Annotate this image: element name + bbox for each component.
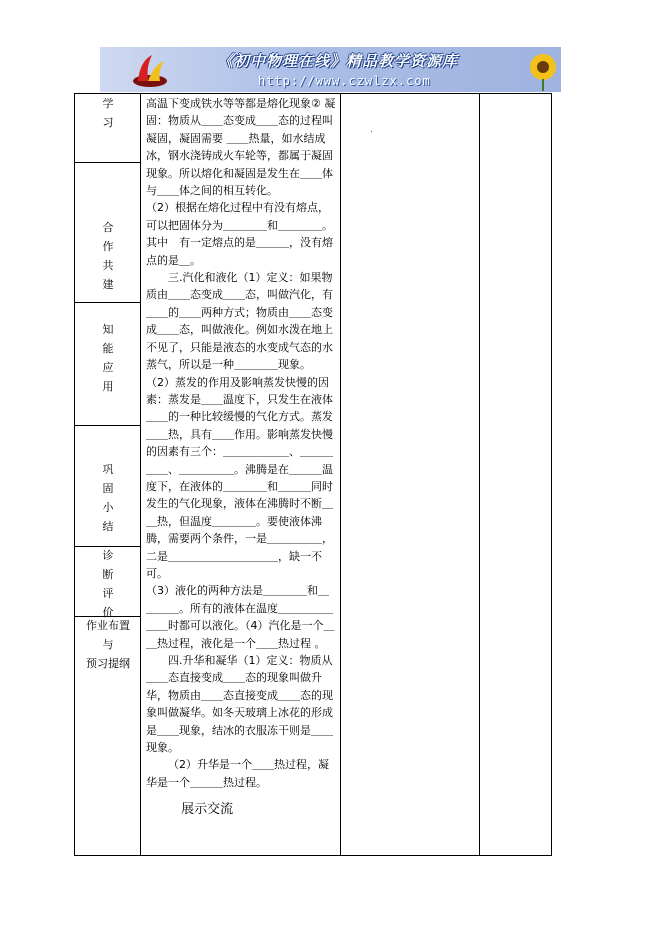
header-banner [100, 47, 561, 92]
lesson-table [74, 93, 552, 856]
paragraph-melting-point: （2）根据在熔化过程中有没有熔点，可以把固体分为＿＿＿＿和＿＿＿＿。其中 有一定熔点的是＿＿＿，没有熔点的是＿。 [146, 201, 333, 267]
banner-title: 《初中物理在线》精品教学资源库 [218, 52, 459, 70]
sidebar-item-study: 学 习 [102, 97, 114, 129]
notes-column [341, 94, 480, 856]
paragraph-vaporization: 三.汽化和液化（1）定义：如果物质由＿＿态变成＿＿态，叫做汽化，有＿＿的＿＿两种方式；物质由＿＿态变成＿＿态，叫做液化。例如水泼在地上不见了，只能是液态的水变成气态的水蒸气，所以是一种＿＿＿＿现象。 [146, 271, 333, 372]
logo-icon [130, 51, 170, 89]
banner-url[interactable]: http://www.czwlzx.com [258, 74, 431, 88]
paragraph-sublimation: 四.升华和凝华（1）定义：物质从＿＿态直接变成＿＿态的现象叫做升华，物质由＿＿态直接变成＿＿态的现象叫做凝华。如冬天玻璃上冰花的形成是＿＿现象，结冰的衣服冻干则是＿＿现象。 [146, 654, 333, 755]
paragraph-liquefaction: （3）液化的两种方法是＿＿＿＿和＿＿＿＿。所有的液体在温度＿＿＿＿＿＿＿时都可以液化。（4）汽化是一个＿＿热过程，液化是一个＿＿热过程 。 [146, 584, 335, 650]
sidebar-item-homework: 作业布置 与 预习提纲 [86, 619, 130, 670]
sunflower-icon [525, 51, 561, 91]
footer-label: 展示交流 [181, 802, 234, 818]
sidebar-item-application: 知 能 应 用 [102, 323, 114, 393]
paragraph-melting: 高温下变成铁水等等都是熔化现象② 凝固：物质从＿＿态变成＿＿态的过程叫凝固，凝固需要 ＿＿热量，如水结成冰，钢水浇铸成火车轮等，都属于凝固现象。所以熔化和凝固是发生在＿＿体与＿＿体之间的相互转化。 [146, 97, 336, 198]
sidebar-item-consolidation: 巩 固 小 结 [102, 463, 114, 533]
remarks-column [480, 94, 552, 856]
content-column [141, 94, 341, 856]
sidebar-item-cooperation: 合 作 共 建 [102, 221, 114, 291]
sidebar-column [75, 94, 141, 856]
paragraph-evaporation: （2）蒸发的作用及影响蒸发快慢的因素：蒸发是＿＿温度下，只发生在液体＿＿的一种比较缓慢的气化方式。蒸发＿＿热，具有＿＿作用。影响蒸发快慢的因素有三个：＿＿＿＿＿＿、＿＿＿＿＿、＿＿＿＿＿。沸腾是在＿＿＿温度下，在液体的＿＿＿＿和＿＿＿同时发生的气化现象，液体在沸腾时不断＿＿热，但温度＿＿＿＿。要使液体沸腾，需要两个条件，一是＿＿＿＿＿，二是＿＿＿＿＿＿＿＿＿＿，缺一不可。 [146, 375, 333, 580]
sidebar-item-evaluation: 诊 断 评 价 [102, 549, 114, 619]
stray-mark: . [370, 125, 373, 135]
paragraph-sublimation-heat: （2）升华是一个＿＿热过程，凝华是一个＿＿＿热过程。 [146, 758, 329, 789]
